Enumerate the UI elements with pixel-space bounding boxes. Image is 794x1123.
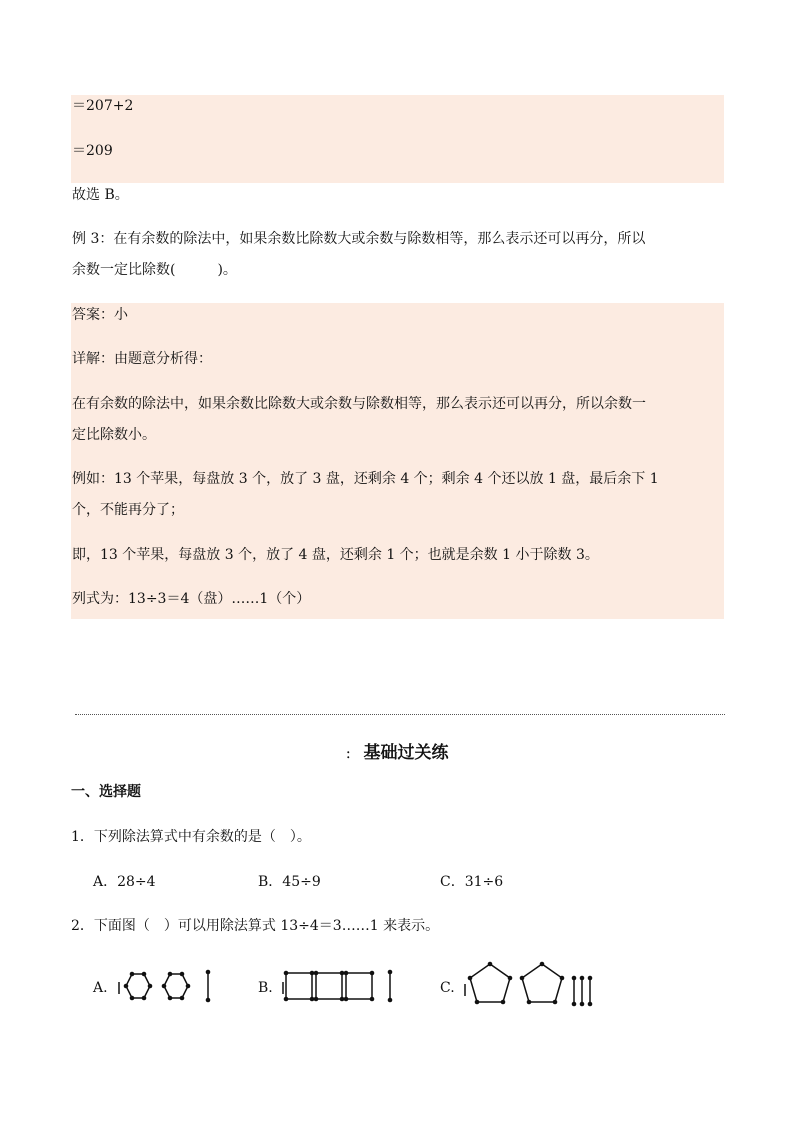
text-line: ＝209 xyxy=(72,143,113,159)
explanation-text: 在有余数的除法中，如果余数比除数大或余数与除数相等，那么表示还可以再分，所以余数一 xyxy=(72,396,646,412)
example-3-text: 例 3：在有余数的除法中，如果余数比除数大或余数与除数相等，那么表示还可以再分，所以 xyxy=(72,231,646,247)
figure-a-hexagons xyxy=(114,968,224,1008)
q1-option-c: C．31÷6 xyxy=(440,874,504,890)
explanation-text: 列式为：13÷3＝4（盘）……1（个） xyxy=(72,591,311,607)
q2-option-b-label: B. xyxy=(258,980,273,996)
question-1: 1．下列除法算式中有余数的是（ ）。 xyxy=(71,829,311,845)
text-line: ＝207+2 xyxy=(72,98,134,114)
text-line: 故选 B。 xyxy=(72,187,129,203)
explanation-text: 例如：13 个苹果，每盘放 3 个，放了 3 盘，还剩余 4 个；剩余 4 个还以放 1 盘，最后余下 1 xyxy=(72,471,659,487)
dotted-divider xyxy=(75,714,725,715)
explanation-text: 个，不能再分了； xyxy=(72,502,184,518)
example-3-text: 余数一定比除数( )。 xyxy=(72,262,237,278)
section-heading: 一、选择题 xyxy=(71,784,141,800)
q2-option-a-label: A. xyxy=(93,980,108,996)
q1-option-a: A．28÷4 xyxy=(93,874,156,890)
figure-c-pentagons xyxy=(462,960,602,1010)
q1-option-b: B．45÷9 xyxy=(258,874,321,890)
explanation-text: 详解：由题意分析得： xyxy=(72,351,212,367)
section-title xyxy=(0,741,794,766)
question-2: 2．下面图（ ）可以用除法算式 13÷4＝3……1 来表示。 xyxy=(71,918,440,934)
answer-text: 答案：小 xyxy=(72,307,128,323)
explanation-text: 定比除数小。 xyxy=(72,427,156,443)
q2-option-c-label: C. xyxy=(440,980,455,996)
figure-b-squares xyxy=(280,968,405,1008)
explanation-text: 即，13 个苹果，每盘放 3 个，放了 4 盘，还剩余 1 个；也就是余数 1 小于除数 3。 xyxy=(72,547,599,563)
section-title-text: 基础过关练 xyxy=(363,743,449,763)
section-title-dot: ： xyxy=(345,746,358,761)
